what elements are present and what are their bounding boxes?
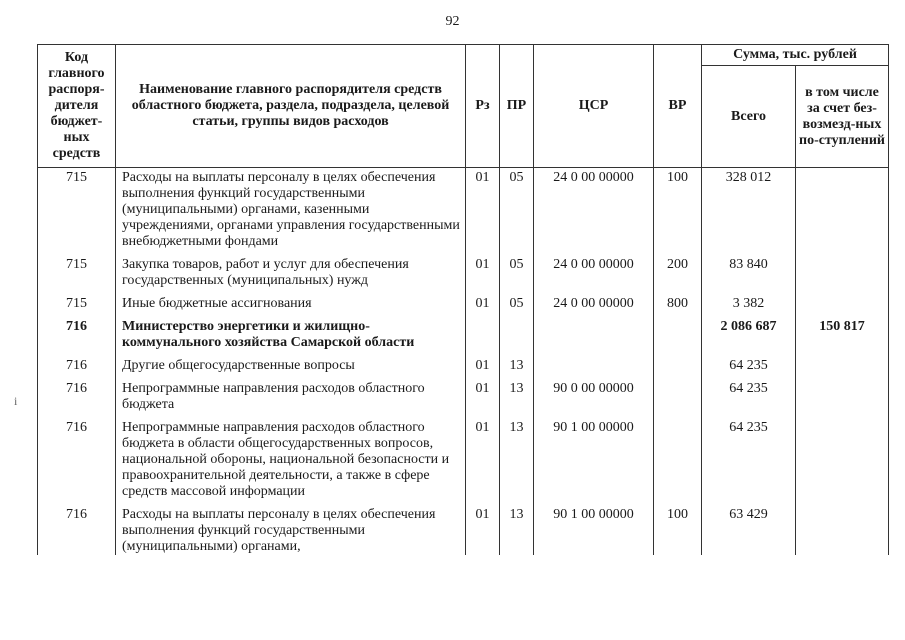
- cell-code: 716: [38, 418, 116, 505]
- cell-vr: 100: [654, 168, 702, 256]
- cell-code: 716: [38, 356, 116, 379]
- cell-csr: 90 1 00 00000: [534, 418, 654, 505]
- table-row: [38, 356, 889, 379]
- cell-gratuitous: [796, 255, 889, 294]
- cell-csr: 24 0 00 00000: [534, 294, 654, 317]
- header-sum-group: Сумма, тыс. рублей: [702, 45, 889, 66]
- table-row: [38, 317, 889, 356]
- cell-total: 64 235: [702, 418, 796, 505]
- cell-code: 715: [38, 294, 116, 317]
- cell-name: Расходы на выплаты персоналу в целях обеспечения выполнения функций государственными (муниципальными) органами,: [116, 505, 466, 555]
- cell-code: 716: [38, 317, 116, 356]
- header-csr: ЦСР: [534, 45, 654, 168]
- cell-csr: 24 0 00 00000: [534, 255, 654, 294]
- cell-pr: 05: [500, 168, 534, 256]
- cell-total: 328 012: [702, 168, 796, 256]
- cell-pr: 05: [500, 255, 534, 294]
- cell-rz: 01: [466, 418, 500, 505]
- margin-mark: i: [14, 394, 18, 408]
- cell-rz: 01: [466, 379, 500, 418]
- budget-table: [37, 44, 889, 555]
- header-vr: ВР: [654, 45, 702, 168]
- cell-csr: 24 0 00 00000: [534, 168, 654, 256]
- table-row: [38, 168, 889, 256]
- cell-vr: [654, 379, 702, 418]
- cell-gratuitous: [796, 379, 889, 418]
- cell-total: 2 086 687: [702, 317, 796, 356]
- cell-total: 83 840: [702, 255, 796, 294]
- header-total: Всего: [702, 66, 796, 168]
- header-pr: ПР: [500, 45, 534, 168]
- cell-rz: 01: [466, 255, 500, 294]
- table-row: [38, 294, 889, 317]
- cell-gratuitous: [796, 168, 889, 256]
- cell-gratuitous: 150 817: [796, 317, 889, 356]
- cell-total: 64 235: [702, 379, 796, 418]
- page-number: 92: [445, 14, 460, 29]
- cell-gratuitous: [796, 418, 889, 505]
- header-code: Код главного распоря-дителя бюджет-ных средств: [38, 45, 116, 168]
- cell-csr: 90 0 00 00000: [534, 379, 654, 418]
- table-row: [38, 505, 889, 555]
- cell-code: 715: [38, 255, 116, 294]
- table-row: [38, 379, 889, 418]
- cell-vr: 100: [654, 505, 702, 555]
- cell-rz: 01: [466, 168, 500, 256]
- cell-csr: [534, 356, 654, 379]
- cell-name: Иные бюджетные ассигнования: [116, 294, 466, 317]
- cell-pr: 13: [500, 418, 534, 505]
- cell-code: 715: [38, 168, 116, 256]
- cell-total: 63 429: [702, 505, 796, 555]
- cell-pr: [500, 317, 534, 356]
- cell-csr: [534, 317, 654, 356]
- cell-vr: [654, 356, 702, 379]
- cell-rz: 01: [466, 505, 500, 555]
- cell-rz: [466, 317, 500, 356]
- cell-gratuitous: [796, 356, 889, 379]
- cell-pr: 13: [500, 505, 534, 555]
- cell-name: Закупка товаров, работ и услуг для обеспечения государственных (муниципальных) нужд: [116, 255, 466, 294]
- cell-csr: 90 1 00 00000: [534, 505, 654, 555]
- table-row: [38, 255, 889, 294]
- header-gratuitous: в том числе за счет без-возмезд-ных по-ступлений: [796, 66, 889, 168]
- cell-pr: 13: [500, 379, 534, 418]
- table-header: [38, 45, 889, 168]
- cell-vr: 800: [654, 294, 702, 317]
- cell-name: Непрограммные направления расходов областного бюджета: [116, 379, 466, 418]
- cell-code: 716: [38, 379, 116, 418]
- cell-vr: 200: [654, 255, 702, 294]
- cell-name: Непрограммные направления расходов областного бюджета в области общегосударственных вопросов, национальной обороны, национальной безопасности и правоохранительной деятельности, а также в сфере средств массовой информации: [116, 418, 466, 505]
- cell-rz: 01: [466, 356, 500, 379]
- cell-total: 3 382: [702, 294, 796, 317]
- cell-vr: [654, 418, 702, 505]
- cell-name: Другие общегосударственные вопросы: [116, 356, 466, 379]
- cell-total: 64 235: [702, 356, 796, 379]
- cell-code: 716: [38, 505, 116, 555]
- cell-pr: 05: [500, 294, 534, 317]
- header-rz: Рз: [466, 45, 500, 168]
- header-name: Наименование главного распорядителя средств областного бюджета, раздела, подраздела, целевой статьи, группы видов расходов: [116, 45, 466, 168]
- table-body: [38, 168, 889, 556]
- cell-vr: [654, 317, 702, 356]
- cell-name: Расходы на выплаты персоналу в целях обеспечения выполнения функций государственными (муниципальными) органами, казенными учреждениями, органами управления государственными внебюджетными фондами: [116, 168, 466, 256]
- cell-gratuitous: [796, 294, 889, 317]
- table-row: [38, 418, 889, 505]
- cell-rz: 01: [466, 294, 500, 317]
- cell-pr: 13: [500, 356, 534, 379]
- cell-name: Министерство энергетики и жилищно-коммунального хозяйства Самарской области: [116, 317, 466, 356]
- cell-gratuitous: [796, 505, 889, 555]
